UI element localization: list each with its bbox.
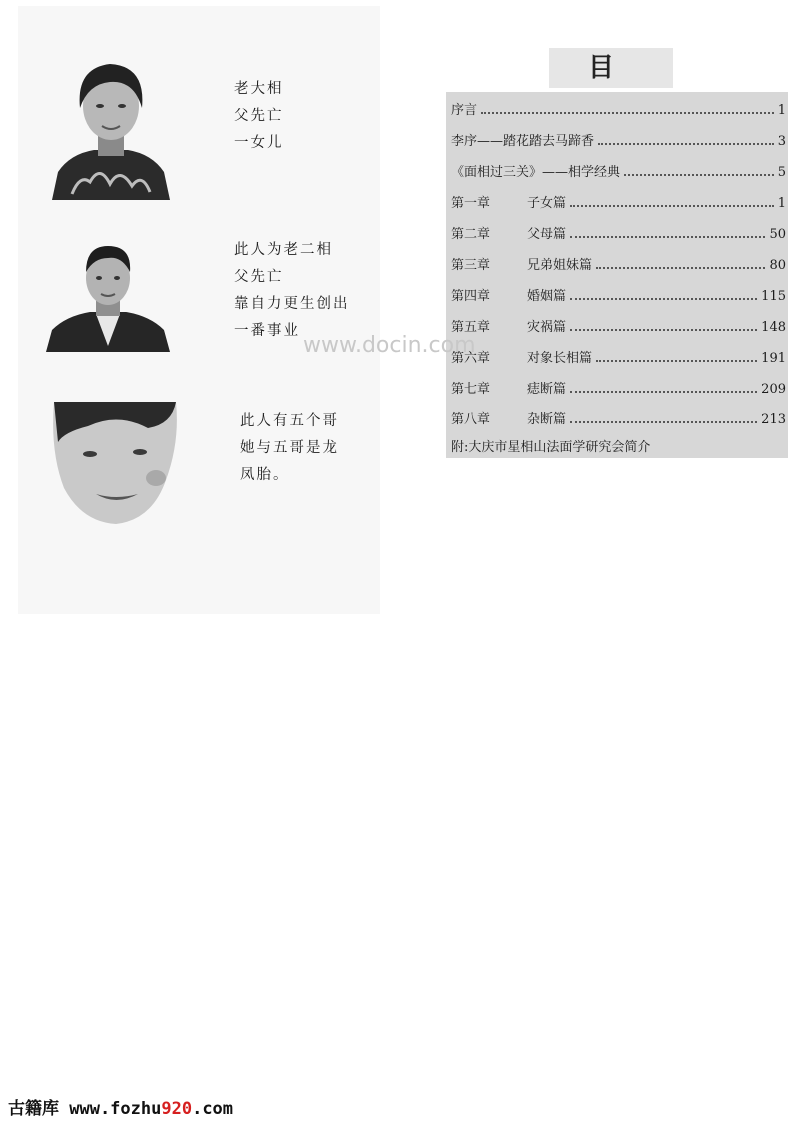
toc-chapter-name: 子女篇 [527,196,567,211]
caption-line: 此人为老二相 [234,242,333,258]
toc-chapter-name: 兄弟姐妹篇 [527,258,593,273]
toc-chapter-name: 痣断篇 [527,382,567,397]
toc-page-number: 1 [777,103,786,118]
toc-row [451,405,786,427]
brand-prefix: 古籍库 www.fozhu [8,1099,162,1119]
caption-person-3 [240,408,339,489]
toc-leader-dots [596,359,757,362]
toc-chapter-number: 第四章 [451,289,491,304]
watermark-text: www.docin.com [303,333,476,358]
portrait-photo-2 [46,238,170,352]
toc-entry-title: 李序——踏花踏去马蹄香 [451,134,595,149]
toc-page-number: 50 [769,227,786,242]
toc-page-number: 5 [777,165,786,180]
toc-page-number: 80 [769,258,786,273]
toc-leader-dots [570,328,757,331]
caption-line: 她与五哥是龙 [240,440,339,456]
toc-page-number: 115 [761,289,786,304]
toc-row [451,96,786,118]
toc-leader-dots [570,204,774,207]
brand-suffix: .com [192,1099,234,1119]
caption-line: 一女儿 [234,135,284,151]
toc-title: 目 [549,48,673,88]
site-brand[interactable] [8,1094,233,1119]
toc-leader-dots [481,111,774,114]
toc-entry-title: 《面相过三关》——相学经典 [451,165,621,180]
toc-chapter-number: 第七章 [451,382,491,397]
toc-row [451,251,786,273]
toc-row [451,158,786,180]
caption-line: 凤胎。 [240,467,290,483]
toc-page-number: 209 [761,382,786,397]
toc-row [451,282,786,304]
toc-appendix: 附:大庆市星相山法面学研究会简介 [451,440,651,455]
toc-chapter-number: 第六章 [451,351,491,366]
toc-leader-dots [624,173,774,176]
toc-leader-dots [570,297,757,300]
toc-row [451,344,786,366]
toc-page-number: 191 [761,351,786,366]
portrait-photo-1 [50,54,172,200]
caption-line: 一番事业 [234,323,300,339]
caption-line: 此人有五个哥 [240,413,339,429]
toc-row [451,220,786,242]
toc-page-number: 213 [761,412,786,427]
toc-row [451,189,786,211]
brand-number: 920 [161,1099,193,1119]
toc-row [451,375,786,397]
toc-page-number: 148 [761,320,786,335]
toc-row [451,127,786,149]
caption-line: 父先亡 [234,269,284,285]
toc-chapter-number: 第五章 [451,320,491,335]
caption-person-1 [234,76,284,157]
toc-page-number: 3 [777,134,786,149]
caption-person-2 [234,237,350,345]
toc-chapter-number: 第二章 [451,227,491,242]
toc-chapter-number: 第三章 [451,258,491,273]
toc-leader-dots [570,420,757,423]
caption-line: 老大相 [234,81,284,97]
toc-leader-dots [598,142,774,145]
portrait-photo-3 [48,402,182,524]
toc-page-number: 1 [777,196,786,211]
toc-chapter-name: 父母篇 [527,227,567,242]
toc-chapter-name: 杂断篇 [527,412,567,427]
toc-chapter-number: 第一章 [451,196,491,211]
toc-entry-title: 序言 [451,103,478,118]
caption-line: 父先亡 [234,108,284,124]
toc-chapter-number: 第八章 [451,412,491,427]
toc-chapter-name: 对象长相篇 [527,351,593,366]
toc-chapter-name: 婚姻篇 [527,289,567,304]
toc-row [451,313,786,335]
caption-line: 靠自力更生创出 [234,296,350,312]
toc-leader-dots [570,235,765,238]
toc-chapter-name: 灾祸篇 [527,320,567,335]
toc-leader-dots [596,266,765,269]
toc-leader-dots [570,390,757,393]
